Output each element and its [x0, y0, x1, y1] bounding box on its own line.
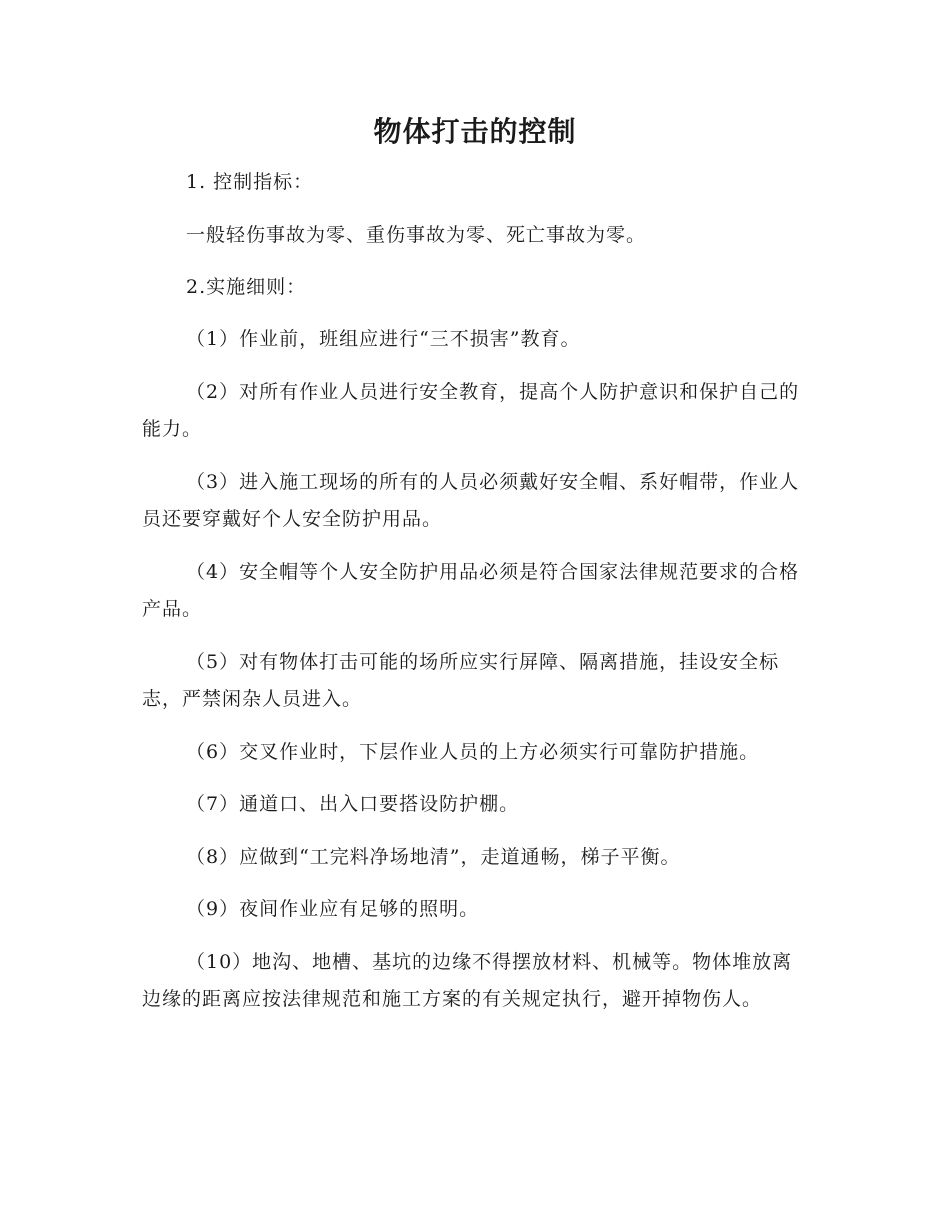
page-title: 物体打击的控制 [373, 115, 577, 148]
paragraph-rule-6: （6）交叉作业时，下层作业人员的上方必须实行可靠防护措施。 [186, 741, 760, 763]
paragraph-implementation-heading: 2.实施细则： [186, 276, 307, 298]
paragraph-rule-3: （3）进入施工现场的所有的人员必须戴好安全帽、系好帽带，作业人员还要穿戴好个人安全防护用品。 [142, 471, 800, 530]
paragraph-rule-8: （8）应做到“工完料净场地清”，走道通畅，梯子平衡。 [186, 846, 681, 868]
paragraph-rule-7: （7）通道口、出入口要搭设防护棚。 [186, 793, 520, 815]
paragraph-rule-1: （1）作业前，班组应进行“三不损害”教育。 [186, 328, 581, 350]
paragraph-rule-4: （4）安全帽等个人安全防护用品必须是符合国家法律规范要求的合格产品。 [142, 561, 800, 620]
paragraph-control-target: 一般轻伤事故为零、重伤事故为零、死亡事故为零。 [186, 224, 647, 246]
paragraph-rule-2: （2）对所有作业人员进行安全教育，提高个人防护意识和保护自己的能力。 [142, 381, 800, 440]
paragraph-control-target-heading: 1. 控制指标： [186, 171, 314, 193]
paragraph-rule-5: （5）对有物体打击可能的场所应实行屏障、隔离措施，挂设安全标志，严禁闲杂人员进入。 [142, 651, 780, 710]
paragraph-rule-9: （9）夜间作业应有足够的照明。 [186, 898, 480, 920]
paragraph-rule-10: （10）地沟、地槽、基坑的边缘不得摆放材料、机械等。物体堆放离边缘的距离应按法律规范和施工方案的有关规定执行，避开掉物伤人。 [142, 951, 793, 1010]
